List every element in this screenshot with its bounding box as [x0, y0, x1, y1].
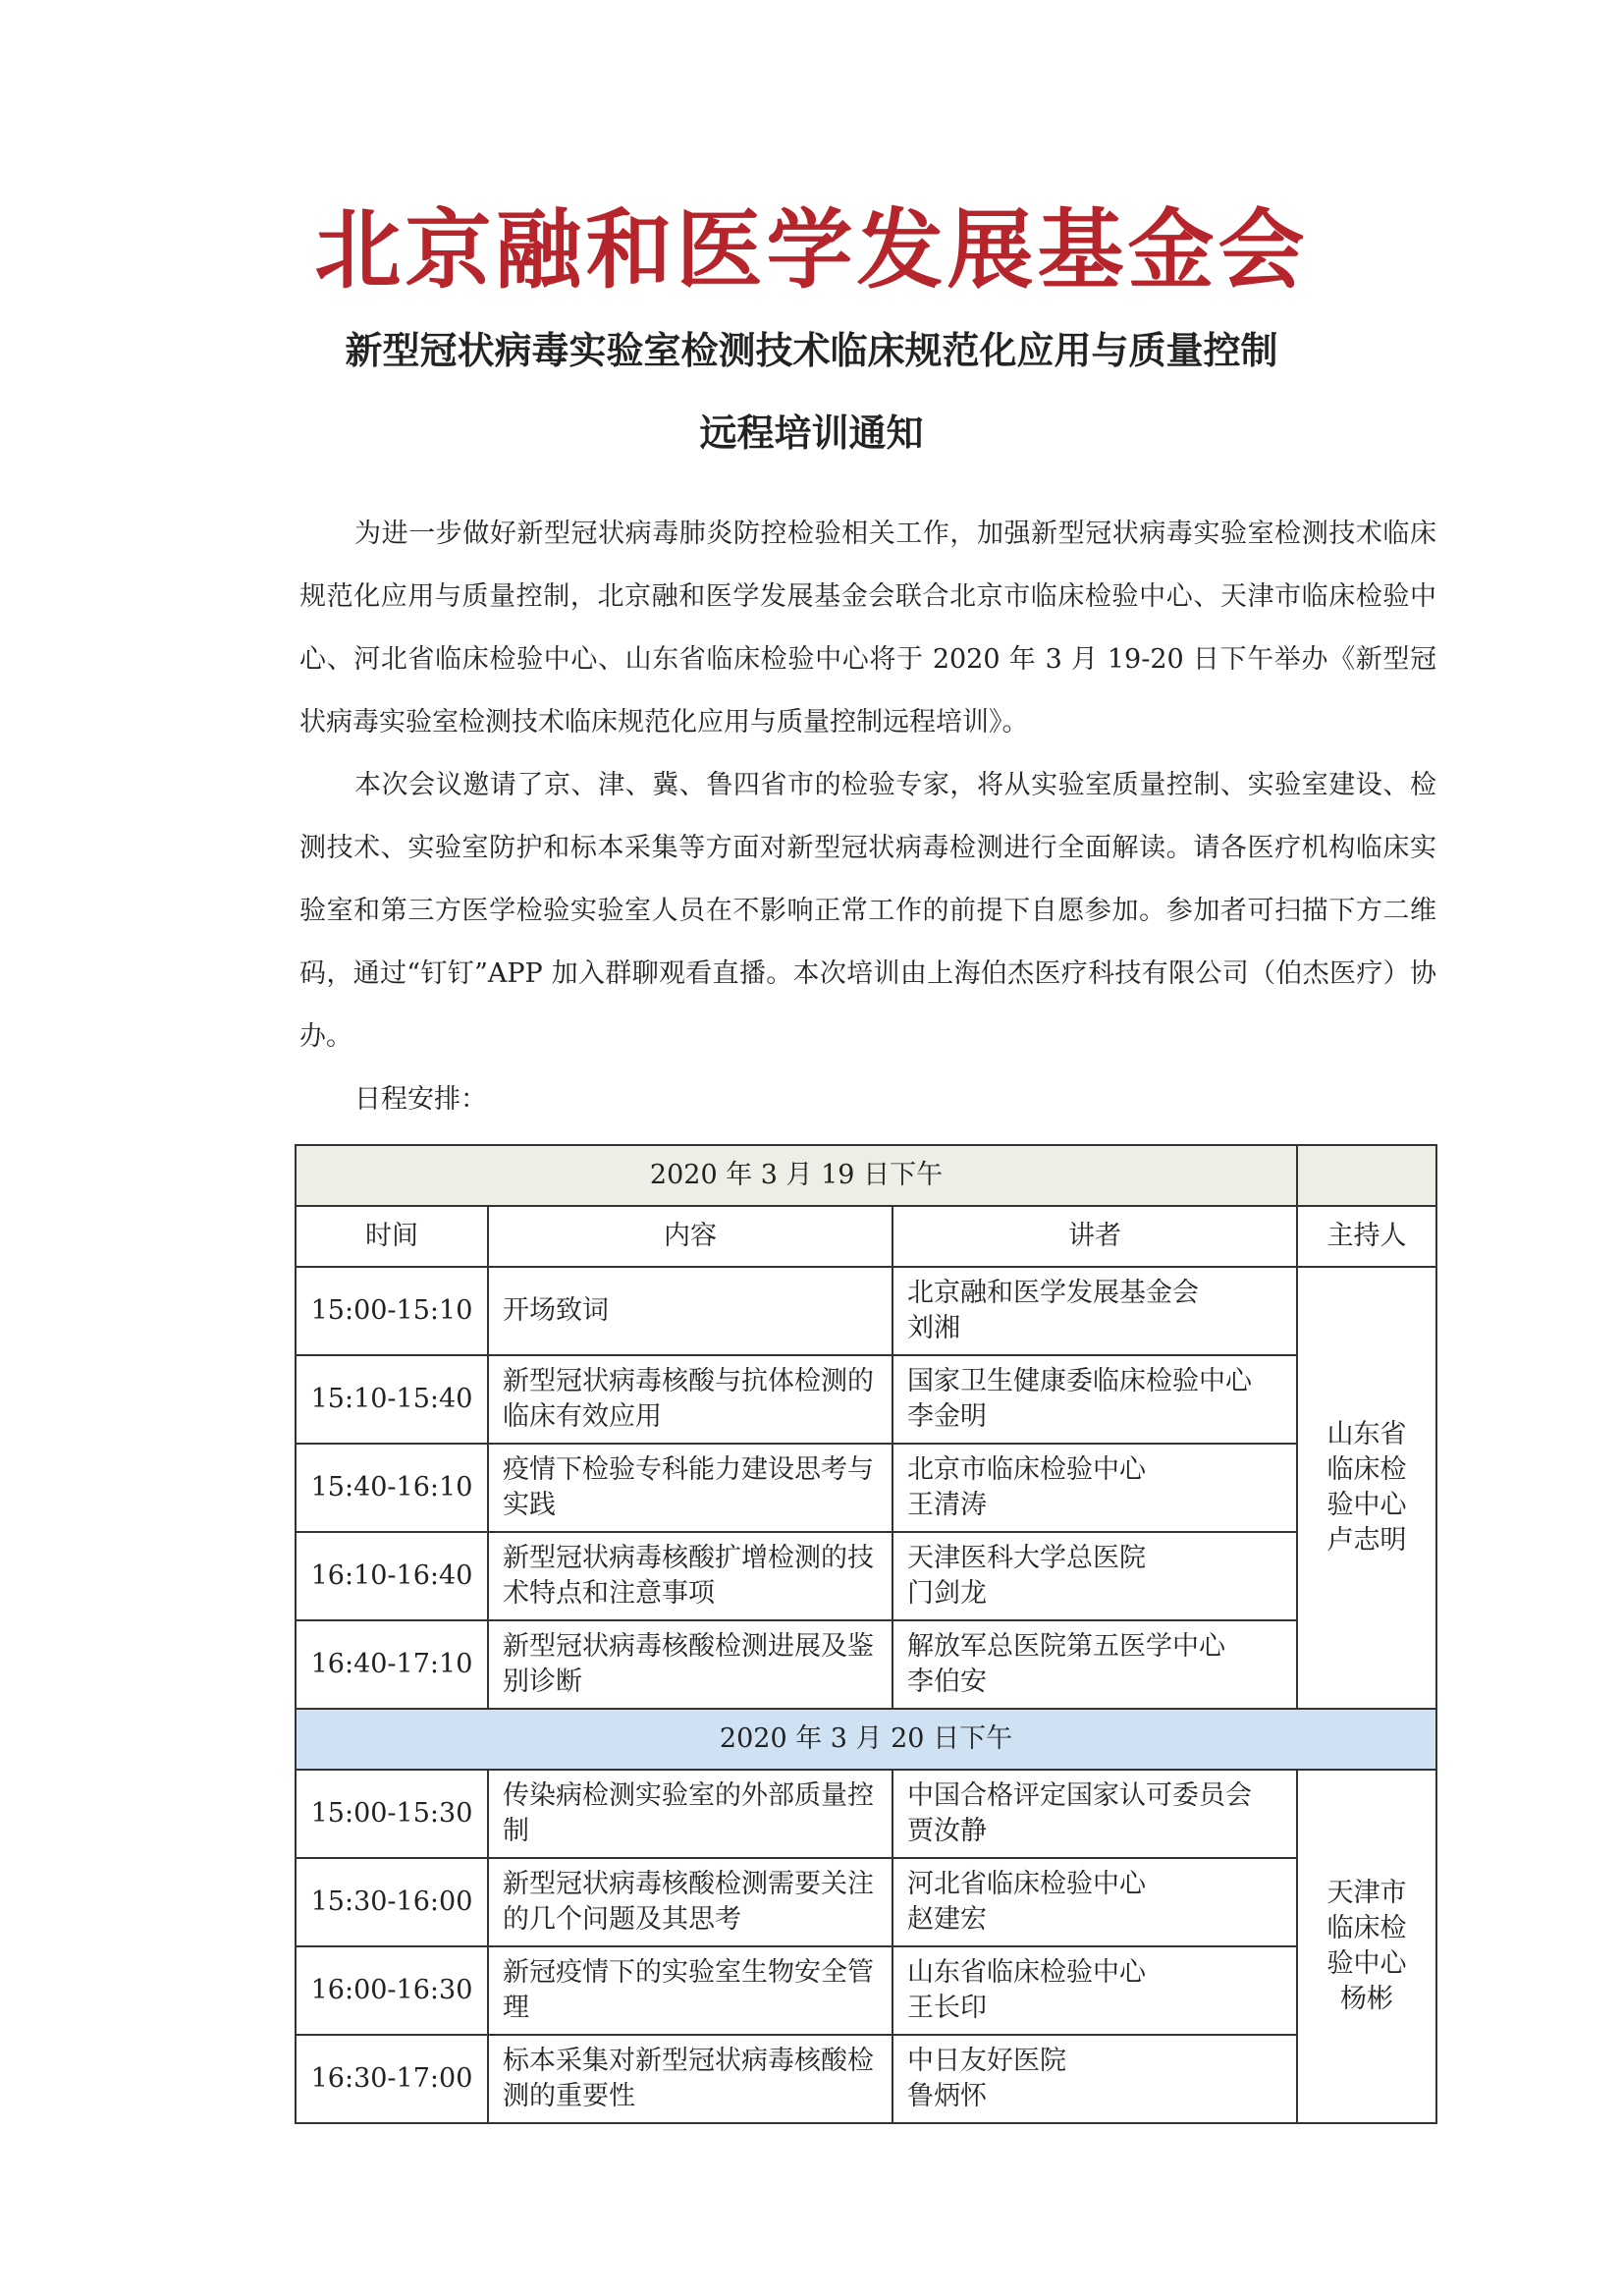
header-host: 主持人 — [1297, 1206, 1436, 1267]
header-time: 时间 — [296, 1206, 488, 1267]
body-paragraph-2: 本次会议邀请了京、津、冀、鲁四省市的检验专家，将从实验室质量控制、实验室建设、检测技术、实验室防护和标本采集等方面对新型冠状病毒检测进行全面解读。请各医疗机构临床实验室和第三方医学检验实验室人员在不影响正常工作的前提下自愿参加。参加者可扫描下方二维码，通过“钉钉”APP 加入群聊观看直播。本次培训由上海伯杰医疗科技有限公司（伯杰医疗）协办。 — [299, 770, 1436, 1052]
host-line: 山东省 — [1326, 1419, 1407, 1449]
session-content: 开场致词 — [488, 1267, 893, 1355]
table-row — [296, 1444, 1436, 1532]
speaker-org: 河北省临床检验中心 — [907, 1869, 1146, 1899]
session-content: 疫情下检验专科能力建设思考与实践 — [488, 1444, 893, 1532]
speaker-name: 李伯安 — [907, 1667, 987, 1697]
table-row — [296, 1946, 1436, 2035]
speaker-name: 贾汝静 — [907, 1816, 987, 1846]
speaker-name: 李金明 — [907, 1401, 987, 1432]
session-speaker — [893, 1770, 1297, 1858]
session-host — [1297, 1770, 1436, 2123]
notice-body — [299, 503, 1436, 1068]
session-speaker — [893, 1620, 1297, 1709]
day-header-row — [296, 1709, 1436, 1770]
schedule-table — [295, 1144, 1437, 2124]
day-date: 2020 年 3 月 19 日下午 — [296, 1145, 1297, 1206]
speaker-name: 鲁炳怀 — [907, 2081, 987, 2111]
session-speaker — [893, 1444, 1297, 1532]
session-time: 16:00-16:30 — [296, 1946, 488, 2035]
session-host — [1297, 1267, 1436, 1709]
session-content: 传染病检测实验室的外部质量控制 — [488, 1770, 893, 1858]
speaker-org: 北京市临床检验中心 — [907, 1454, 1146, 1485]
table-row — [296, 1355, 1436, 1444]
host-line: 临床检 — [1326, 1913, 1407, 1943]
table-row — [296, 1532, 1436, 1620]
notice-title-line1: 新型冠状病毒实验室检测技术临床规范化应用与质量控制 — [345, 329, 1278, 372]
table-row — [296, 1267, 1436, 1355]
session-content: 新型冠状病毒核酸扩增检测的技术特点和注意事项 — [488, 1532, 893, 1620]
speaker-org: 中国合格评定国家认可委员会 — [907, 1780, 1252, 1811]
session-content: 新型冠状病毒核酸与抗体检测的临床有效应用 — [488, 1355, 893, 1444]
schedule-label: 日程安排： — [354, 1084, 487, 1115]
day-date: 2020 年 3 月 20 日下午 — [296, 1709, 1436, 1770]
host-line: 杨彬 — [1340, 1984, 1393, 2014]
session-content: 新冠疫情下的实验室生物安全管理 — [488, 1946, 893, 2035]
header-content: 内容 — [488, 1206, 893, 1267]
host-line: 天津市 — [1326, 1878, 1407, 1908]
speaker-org: 国家卫生健康委临床检验中心 — [907, 1366, 1252, 1396]
speaker-org: 山东省临床检验中心 — [907, 1957, 1146, 1988]
session-time: 16:40-17:10 — [296, 1620, 488, 1709]
speaker-org: 中日友好医院 — [907, 2046, 1066, 2076]
table-row — [296, 1858, 1436, 1946]
speaker-name: 赵建宏 — [907, 1904, 987, 1935]
session-speaker — [893, 2035, 1297, 2123]
session-speaker — [893, 1532, 1297, 1620]
speaker-org: 北京融和医学发展基金会 — [907, 1278, 1199, 1308]
table-row — [296, 2035, 1436, 2123]
session-content: 标本采集对新型冠状病毒核酸检测的重要性 — [488, 2035, 893, 2123]
notice-title-line2: 远程培训通知 — [699, 411, 924, 455]
column-header-row — [296, 1206, 1436, 1267]
body-paragraph-1: 为进一步做好新型冠状病毒肺炎防控检验相关工作，加强新型冠状病毒实验室检测技术临床规范化应用与质量控制，北京融和医学发展基金会联合北京市临床检验中心、天津市临床检验中心、河北省临床检验中心、山东省临床检验中心将于 2020 年 3 月 19-20 日下午举办《新型冠状病毒实验室检测技术临床规范化应用与质量控制远程培训》。 — [299, 519, 1436, 738]
host-line: 临床检 — [1326, 1454, 1407, 1485]
session-speaker — [893, 1858, 1297, 1946]
table-row — [296, 1620, 1436, 1709]
session-speaker — [893, 1355, 1297, 1444]
session-time: 15:00-15:10 — [296, 1267, 488, 1355]
session-speaker — [893, 1946, 1297, 2035]
host-line: 验中心 — [1326, 1490, 1407, 1520]
session-time: 15:30-16:00 — [296, 1858, 488, 1946]
session-time: 15:40-16:10 — [296, 1444, 488, 1532]
host-line: 卢志明 — [1326, 1525, 1407, 1556]
speaker-name: 刘湘 — [907, 1313, 960, 1343]
session-speaker — [893, 1267, 1297, 1355]
day-header-row — [296, 1145, 1436, 1206]
day-header-spacer — [1297, 1145, 1436, 1206]
session-time: 16:30-17:00 — [296, 2035, 488, 2123]
session-content: 新型冠状病毒核酸检测需要关注的几个问题及其思考 — [488, 1858, 893, 1946]
host-line: 验中心 — [1326, 1948, 1407, 1979]
header-speaker: 讲者 — [893, 1206, 1297, 1267]
session-time: 16:10-16:40 — [296, 1532, 488, 1620]
speaker-name: 王长印 — [907, 1993, 987, 2023]
speaker-name: 王清涛 — [907, 1490, 987, 1520]
speaker-name: 门剑龙 — [907, 1578, 987, 1609]
organization-title: 北京融和医学发展基金会 — [314, 198, 1309, 301]
session-time: 15:00-15:30 — [296, 1770, 488, 1858]
speaker-org: 解放军总医院第五医学中心 — [907, 1631, 1225, 1662]
table-row — [296, 1770, 1436, 1858]
speaker-org: 天津医科大学总医院 — [907, 1543, 1146, 1573]
session-time: 15:10-15:40 — [296, 1355, 488, 1444]
session-content: 新型冠状病毒核酸检测进展及鉴别诊断 — [488, 1620, 893, 1709]
